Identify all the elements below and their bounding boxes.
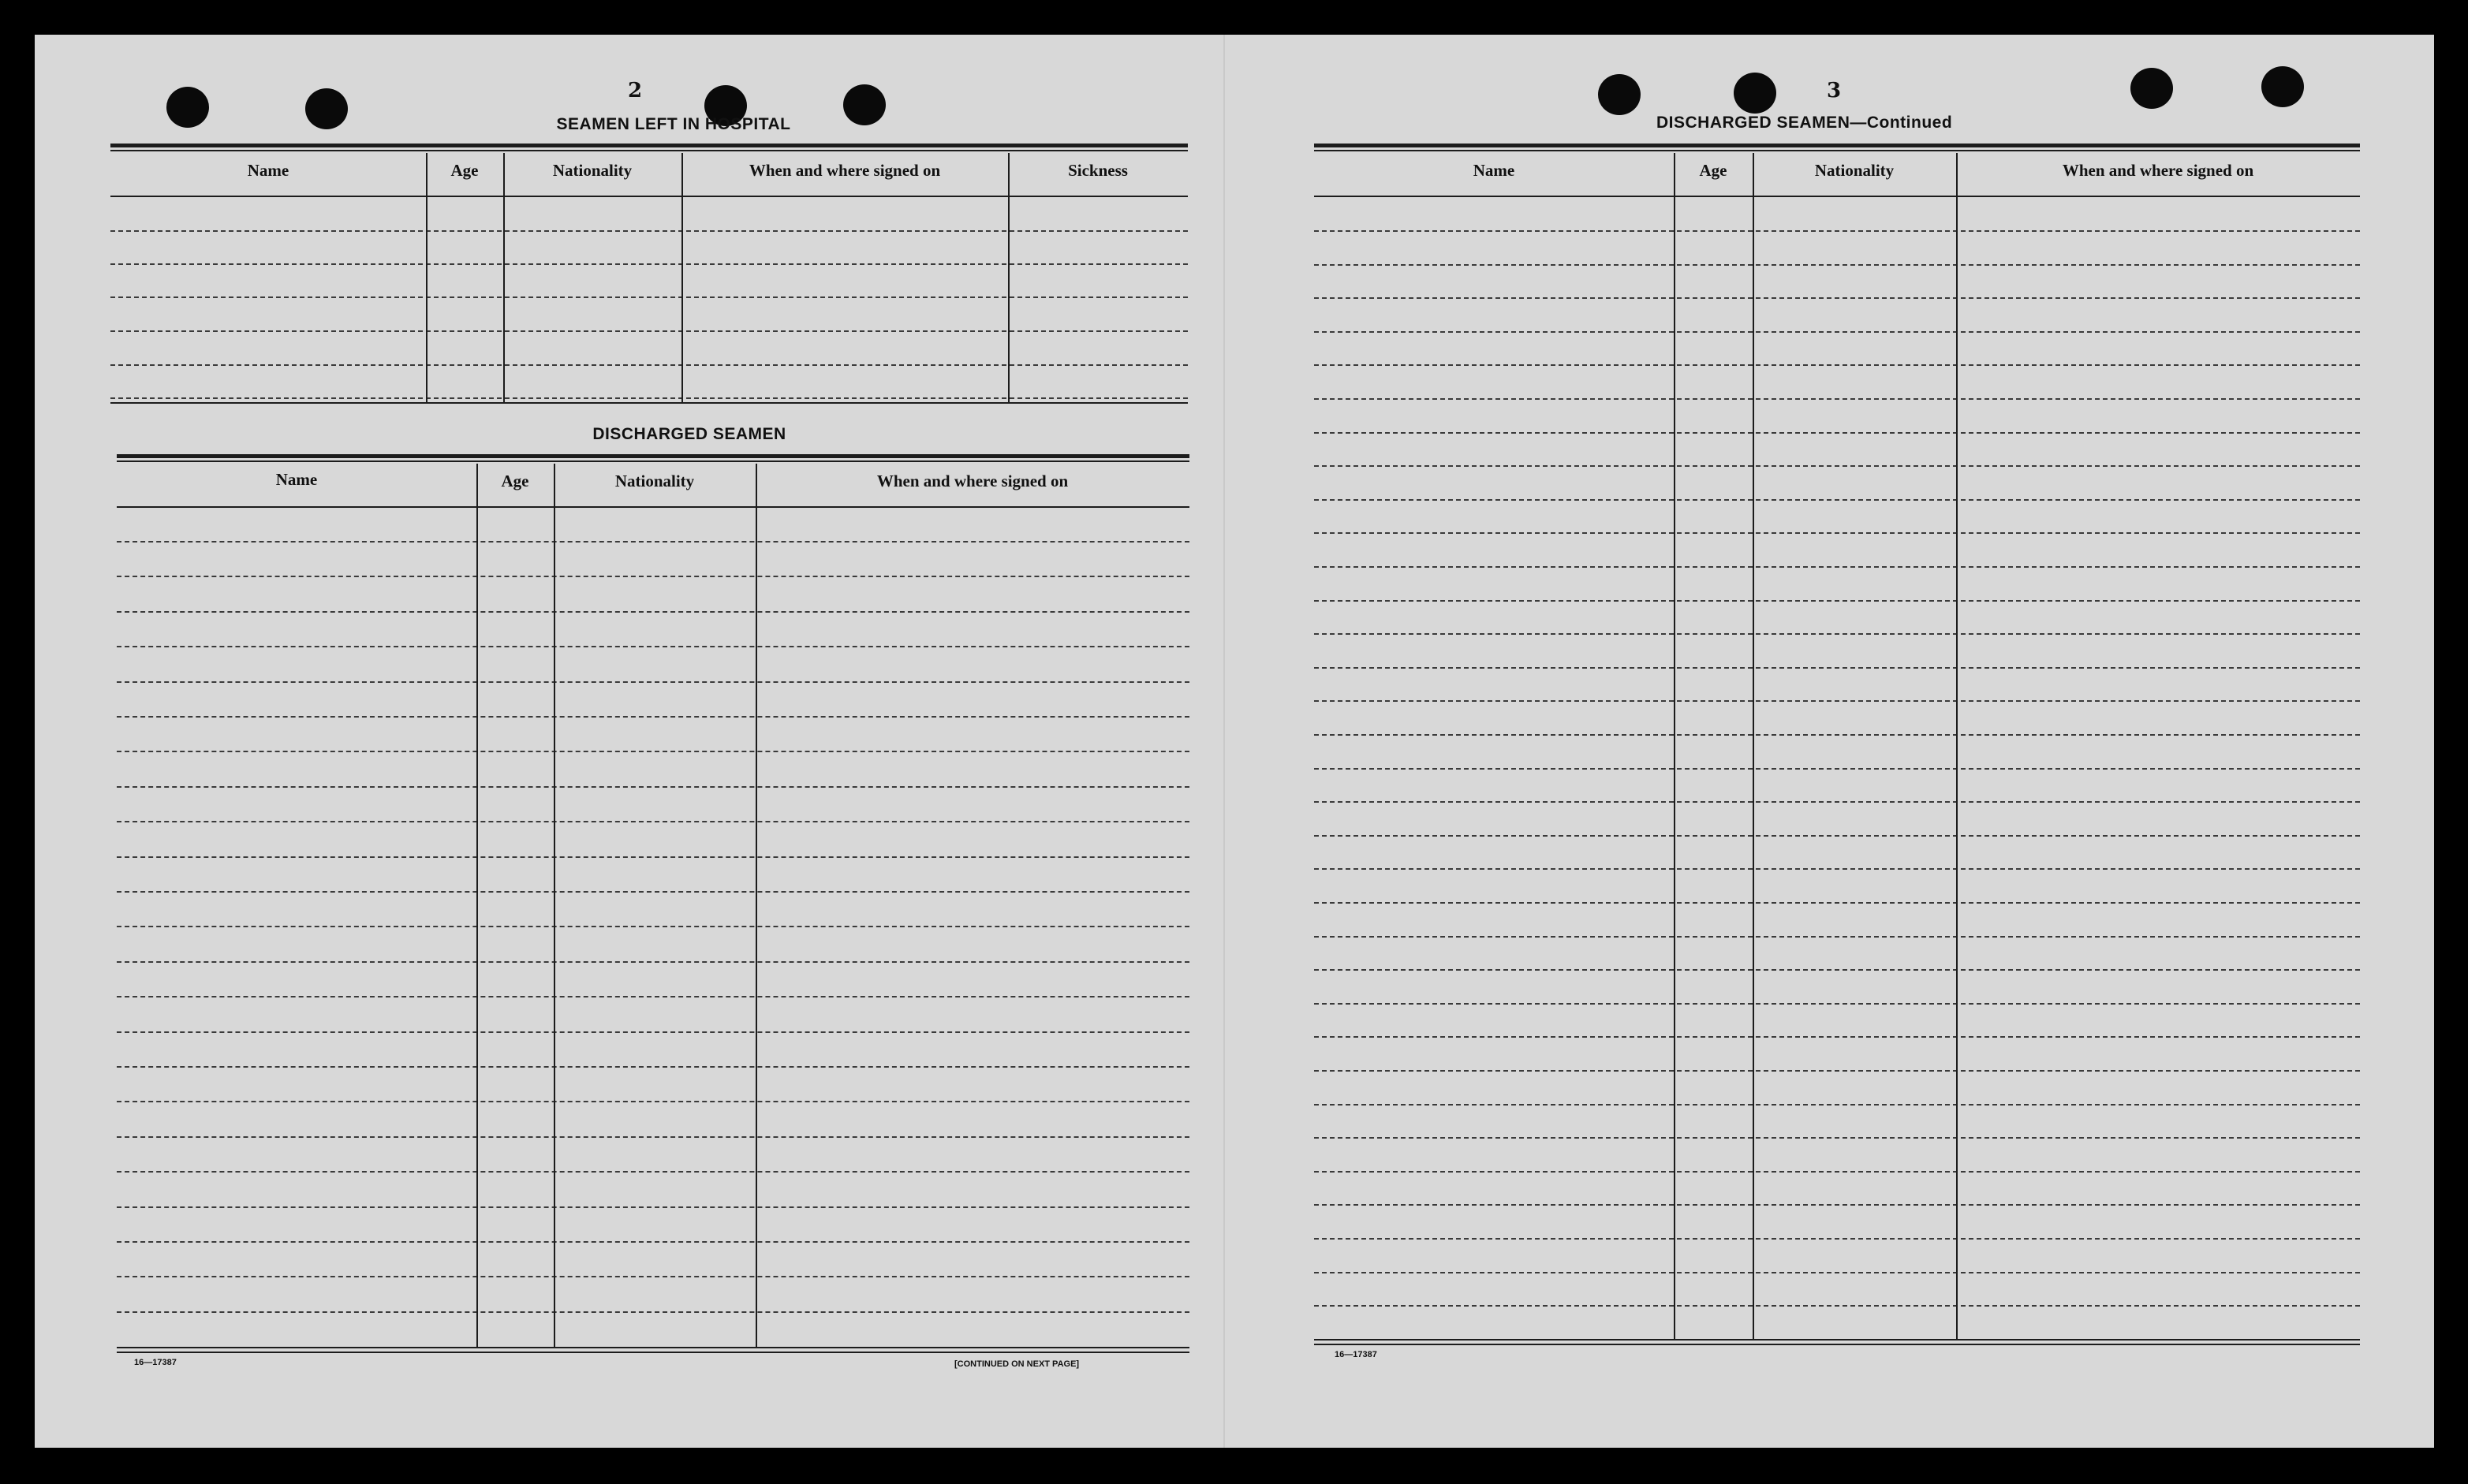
page-fold [1223, 35, 1225, 1448]
col-header-age: Age [501, 472, 529, 490]
row-line [117, 786, 1189, 788]
row-line [117, 961, 1189, 963]
col-header-sickness: Sickness [1068, 161, 1128, 180]
row-line [1314, 331, 2360, 333]
row-line [110, 296, 1188, 298]
row-line [1314, 633, 2360, 635]
row-line [117, 716, 1189, 718]
row-line [117, 891, 1189, 893]
row-line [1314, 700, 2360, 702]
discharged-continued-title [1656, 114, 1952, 132]
punch-hole [843, 84, 886, 125]
col-header-age: Age [1699, 161, 1727, 180]
row-line [1314, 398, 2360, 400]
row-line [1314, 1003, 2360, 1005]
title-main: DISCHARGED SEAMEN [1656, 114, 1850, 132]
row-line [117, 1171, 1189, 1173]
row-line [1314, 1204, 2360, 1206]
rule [117, 454, 1189, 458]
rule [1314, 150, 2360, 151]
row-line [1314, 1036, 2360, 1038]
hospital-section-title: SEAMEN LEFT IN HOSPITAL [556, 115, 791, 133]
column-divider [426, 153, 428, 404]
punch-hole [2261, 66, 2304, 107]
row-line [1314, 868, 2360, 870]
row-line [1314, 432, 2360, 434]
col-header-age: Age [450, 161, 479, 180]
row-line [117, 1311, 1189, 1313]
row-line [117, 1276, 1189, 1277]
row-line [110, 230, 1188, 232]
punch-hole [305, 88, 348, 129]
row-line [117, 821, 1189, 822]
col-header-name: Name [247, 161, 289, 180]
document-sheet [35, 35, 2434, 1448]
header-rule [110, 196, 1188, 197]
form-number: 16—17387 [1335, 1350, 1377, 1359]
row-line [117, 751, 1189, 752]
row-line [110, 397, 1188, 399]
row-line [1314, 1305, 2360, 1307]
column-divider [1674, 153, 1675, 1340]
col-header-nationality: Nationality [614, 472, 695, 490]
row-line [1314, 801, 2360, 803]
row-line [117, 646, 1189, 647]
row-line [1314, 264, 2360, 266]
row-line [1314, 1070, 2360, 1072]
row-line [1314, 835, 2360, 837]
row-line [117, 681, 1189, 683]
punch-hole [1734, 73, 1776, 114]
row-line [1314, 364, 2360, 366]
row-line [117, 576, 1189, 577]
page-number: 2 [628, 79, 643, 103]
row-line [1314, 1137, 2360, 1139]
row-line [1314, 532, 2360, 534]
row-line [117, 1206, 1189, 1208]
row-line [1314, 667, 2360, 669]
row-line [1314, 566, 2360, 568]
row-line [117, 1031, 1189, 1033]
row-line [117, 1136, 1189, 1138]
row-line [117, 996, 1189, 997]
row-line [117, 541, 1189, 543]
page-number: 3 [1827, 79, 1842, 103]
row-line [1314, 969, 2360, 971]
header-rule [117, 506, 1189, 508]
row-line [117, 856, 1189, 858]
column-divider [554, 464, 555, 1348]
row-line [117, 611, 1189, 613]
rule [110, 144, 1188, 147]
column-divider [1008, 153, 1010, 404]
continued-note: [CONTINUED ON NEXT PAGE] [954, 1359, 1080, 1369]
row-line [110, 330, 1188, 332]
col-header-when-where: When and where signed on [876, 472, 1069, 490]
col-header-when-where: When and where signed on [2062, 161, 2254, 180]
row-line [1314, 1238, 2360, 1240]
col-header-name: Name [1473, 161, 1515, 180]
row-line [1314, 936, 2360, 938]
row-line [1314, 465, 2360, 467]
form-number: 16—17387 [134, 1358, 177, 1367]
table-bottom-rule [117, 1347, 1189, 1348]
column-divider [756, 464, 757, 1348]
column-divider [681, 153, 683, 404]
punch-hole [1598, 74, 1641, 115]
row-line [1314, 734, 2360, 736]
title-suffix: —Continued [1850, 114, 1953, 132]
row-line [117, 1066, 1189, 1068]
row-line [1314, 499, 2360, 501]
row-line [1314, 768, 2360, 770]
row-line [110, 263, 1188, 265]
row-line [1314, 1272, 2360, 1273]
col-header-nationality: Nationality [552, 161, 633, 180]
column-divider [1753, 153, 1754, 1340]
row-line [117, 926, 1189, 927]
row-line [1314, 902, 2360, 904]
row-line [1314, 1171, 2360, 1173]
row-line [1314, 230, 2360, 232]
row-line [1314, 600, 2360, 602]
column-divider [1956, 153, 1958, 1340]
row-line [117, 1101, 1189, 1102]
table-bottom-rule [110, 402, 1188, 404]
rule [1314, 144, 2360, 147]
rule [110, 150, 1188, 151]
header-rule [1314, 196, 2360, 197]
punch-hole [2130, 68, 2173, 109]
rule [117, 460, 1189, 462]
table-bottom-rule [1314, 1339, 2360, 1340]
row-line [1314, 297, 2360, 299]
row-line [1314, 1104, 2360, 1106]
table-bottom-rule [117, 1352, 1189, 1353]
column-divider [503, 153, 505, 404]
discharged-section-title: DISCHARGED SEAMEN [592, 425, 786, 443]
table-bottom-rule [1314, 1344, 2360, 1345]
row-line [110, 364, 1188, 366]
col-header-when-where: When and where signed on [749, 161, 941, 180]
column-divider [476, 464, 478, 1348]
row-line [117, 1241, 1189, 1243]
punch-hole [166, 87, 209, 128]
col-header-nationality: Nationality [1814, 161, 1895, 180]
col-header-name: Name [275, 470, 318, 489]
